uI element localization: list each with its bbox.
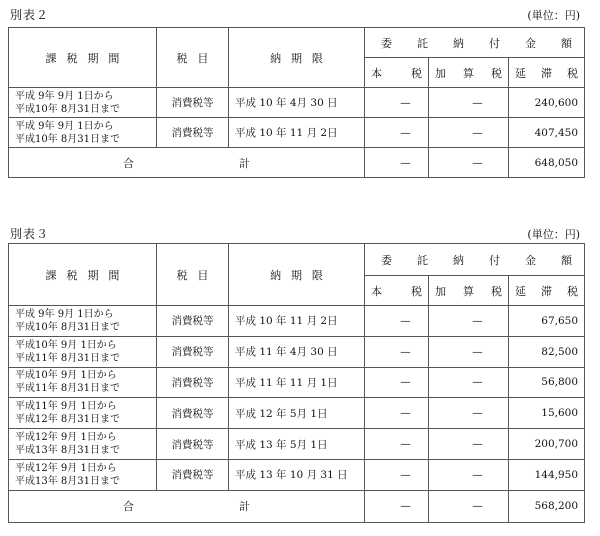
due-date-cell: 平成 13 年 5月 1日 — [229, 429, 365, 460]
due-date-cell: 平成 11 年 11 月 1日 — [229, 367, 365, 398]
schedule-2-section — [0, 0, 600, 170]
period-cell — [9, 88, 157, 118]
additional-tax-cell: — — [429, 459, 509, 490]
period-from: 平成11年 9月 1日から — [15, 401, 117, 413]
header-amount-letters: 委 託 納 付 金 額 — [381, 253, 572, 267]
table-row — [9, 429, 585, 460]
header-amount — [365, 28, 585, 58]
delinquency-tax-cell: 67,650 — [509, 306, 585, 337]
tax-item-cell: 消費税等 — [157, 429, 229, 460]
period-cell — [9, 306, 157, 337]
main-tax-cell: — — [365, 118, 429, 148]
total-label: 合 計 — [9, 148, 365, 178]
period-cell — [9, 429, 157, 460]
header-main-tax: 本 税 — [365, 276, 429, 306]
period-cell — [9, 118, 157, 148]
tax-item-cell: 消費税等 — [157, 336, 229, 367]
table-row — [9, 398, 585, 429]
total-main-tax: — — [365, 148, 429, 178]
header-due: 納期限 — [229, 244, 365, 306]
header-additional-tax: 加 算 税 — [429, 58, 509, 88]
header-period: 課税期間 — [9, 28, 157, 88]
section-header — [0, 0, 600, 22]
due-date-cell: 平成 12 年 5月 1日 — [229, 398, 365, 429]
total-label: 合 計 — [9, 490, 365, 522]
delinquency-tax-cell: 200,700 — [509, 429, 585, 460]
delinquency-tax-cell: 240,600 — [509, 88, 585, 118]
tax-item-cell: 消費税等 — [157, 306, 229, 337]
total-delinquency-tax: 648,050 — [509, 148, 585, 178]
delinquency-tax-cell: 144,950 — [509, 459, 585, 490]
main-tax-cell: — — [365, 367, 429, 398]
header-item: 税目 — [157, 244, 229, 306]
period-to: 平成13年 8月31日まで — [15, 445, 120, 457]
due-date-cell: 平成 10 年 11 月 2日 — [229, 118, 365, 148]
tax-item-cell: 消費税等 — [157, 459, 229, 490]
period-from: 平成12年 9月 1日から — [15, 462, 117, 474]
period-to: 平成12年 8月31日まで — [15, 414, 120, 426]
tax-item-cell: 消費税等 — [157, 398, 229, 429]
table-row — [9, 367, 585, 398]
period-from: 平成12年 9月 1日から — [15, 432, 117, 444]
additional-tax-cell: — — [429, 306, 509, 337]
period-from: 平成10年 9月 1日から — [15, 370, 117, 382]
table-body — [9, 88, 585, 148]
due-date-cell: 平成 13 年 10 月 31 日 — [229, 459, 365, 490]
main-tax-cell: — — [365, 88, 429, 118]
tax-table — [8, 243, 585, 523]
period-to: 平成13年 8月31日まで — [15, 475, 120, 487]
period-to: 平成11年 8月31日まで — [15, 352, 120, 364]
total-row — [9, 490, 585, 522]
additional-tax-cell: — — [429, 429, 509, 460]
header-additional-tax: 加 算 税 — [429, 276, 509, 306]
main-tax-cell: — — [365, 306, 429, 337]
section-title: 別表２ — [10, 8, 50, 22]
period-cell — [9, 336, 157, 367]
main-tax-cell: — — [365, 459, 429, 490]
period-from: 平成 9年 9月 1日から — [15, 120, 114, 132]
header-main-tax: 本 税 — [365, 58, 429, 88]
header-amount — [365, 244, 585, 276]
header-delinquency-tax: 延 滞 税 — [509, 276, 585, 306]
section-header — [0, 219, 600, 241]
delinquency-tax-cell: 15,600 — [509, 398, 585, 429]
total-additional-tax: — — [429, 148, 509, 178]
table-body — [9, 306, 585, 491]
table-row — [9, 118, 585, 148]
due-date-cell: 平成 10 年 11 月 2日 — [229, 306, 365, 337]
period-from: 平成 9年 9月 1日から — [15, 90, 114, 102]
unit-label: (単位：円) — [527, 228, 580, 241]
table-row — [9, 336, 585, 367]
period-to: 平成10年 8月31日まで — [15, 133, 120, 145]
tax-item-cell: 消費税等 — [157, 88, 229, 118]
period-cell — [9, 398, 157, 429]
schedule-3-section — [0, 219, 600, 514]
main-tax-cell: — — [365, 429, 429, 460]
header-amount-letters: 委 託 納 付 金 額 — [381, 36, 572, 50]
due-date-cell: 平成 11 年 4月 30 日 — [229, 336, 365, 367]
tax-table — [8, 27, 585, 178]
table-row — [9, 459, 585, 490]
unit-label: (単位：円) — [527, 9, 580, 22]
period-cell — [9, 367, 157, 398]
header-item: 税目 — [157, 28, 229, 88]
additional-tax-cell: — — [429, 88, 509, 118]
tax-item-cell: 消費税等 — [157, 118, 229, 148]
delinquency-tax-cell: 56,800 — [509, 367, 585, 398]
total-main-tax: — — [365, 490, 429, 522]
period-cell — [9, 459, 157, 490]
total-additional-tax: — — [429, 490, 509, 522]
period-to: 平成11年 8月31日まで — [15, 383, 120, 395]
period-from: 平成10年 9月 1日から — [15, 339, 117, 351]
additional-tax-cell: — — [429, 336, 509, 367]
main-tax-cell: — — [365, 336, 429, 367]
main-tax-cell: — — [365, 398, 429, 429]
header-due: 納期限 — [229, 28, 365, 88]
table-row — [9, 88, 585, 118]
additional-tax-cell: — — [429, 367, 509, 398]
header-period: 課税期間 — [9, 244, 157, 306]
period-from: 平成 9年 9月 1日から — [15, 308, 114, 320]
tax-item-cell: 消費税等 — [157, 367, 229, 398]
delinquency-tax-cell: 82,500 — [509, 336, 585, 367]
delinquency-tax-cell: 407,450 — [509, 118, 585, 148]
section-title: 別表３ — [10, 227, 50, 241]
total-delinquency-tax: 568,200 — [509, 490, 585, 522]
total-row — [9, 148, 585, 178]
additional-tax-cell: — — [429, 118, 509, 148]
table-row — [9, 306, 585, 337]
due-date-cell: 平成 10 年 4月 30 日 — [229, 88, 365, 118]
additional-tax-cell: — — [429, 398, 509, 429]
header-delinquency-tax: 延 滞 税 — [509, 58, 585, 88]
period-to: 平成10年 8月31日まで — [15, 321, 120, 333]
period-to: 平成10年 8月31日まで — [15, 103, 120, 115]
